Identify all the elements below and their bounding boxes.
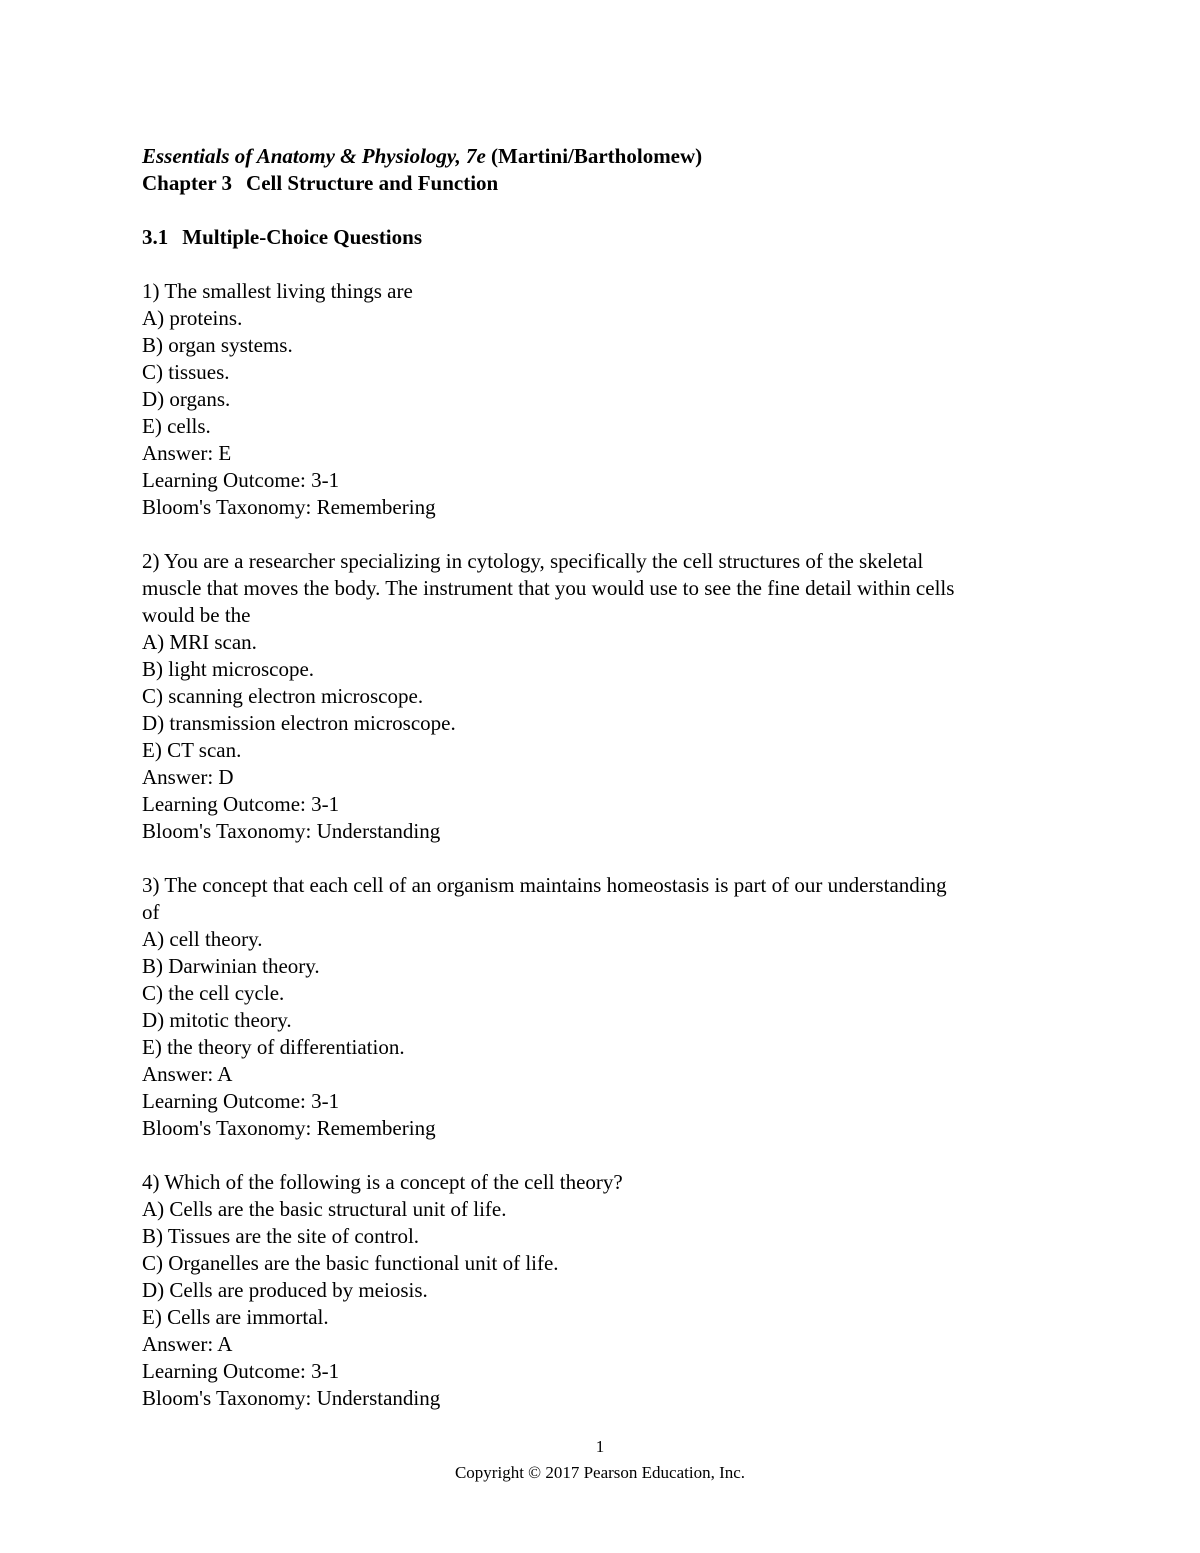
chapter-title: Cell Structure and Function (246, 171, 499, 195)
chapter-heading (142, 170, 1082, 197)
learning-outcome: Learning Outcome: 3-1 (142, 792, 340, 816)
question-block (142, 1169, 1082, 1412)
answer-key: Answer: A (142, 1332, 233, 1356)
answer-option: A) cell theory. (142, 927, 263, 951)
answer-option: B) light microscope. (142, 657, 315, 681)
answer-option: E) Cells are immortal. (142, 1305, 329, 1329)
answer-option: B) organ systems. (142, 333, 293, 357)
question-block (142, 548, 1082, 845)
blooms-taxonomy: Bloom's Taxonomy: Understanding (142, 819, 441, 843)
answer-option: A) MRI scan. (142, 630, 257, 654)
answer-option: A) proteins. (142, 306, 243, 330)
answer-option: D) transmission electron microscope. (142, 711, 456, 735)
learning-outcome: Learning Outcome: 3-1 (142, 1359, 340, 1383)
answer-option: D) mitotic theory. (142, 1008, 292, 1032)
question-stem: 2) You are a researcher specializing in cytology, specifically the cell structures of the skeletal (142, 549, 924, 573)
answer-option: A) Cells are the basic structural unit of life. (142, 1197, 507, 1221)
blooms-taxonomy: Bloom's Taxonomy: Understanding (142, 1386, 441, 1410)
answer-option: E) cells. (142, 414, 211, 438)
answer-option: B) Tissues are the site of control. (142, 1224, 420, 1248)
book-citation (142, 143, 1082, 170)
document-page (142, 143, 1082, 1412)
answer-option: C) the cell cycle. (142, 981, 285, 1005)
question-stem: muscle that moves the body. The instrument that you would use to see the fine detail within cells (142, 576, 955, 600)
question-stem: would be the (142, 603, 251, 627)
question-block (142, 872, 1082, 1142)
answer-option: C) tissues. (142, 360, 230, 384)
answer-key: Answer: A (142, 1062, 233, 1086)
book-title: Essentials of Anatomy & Physiology, 7e (142, 144, 486, 168)
answer-option: C) Organelles are the basic functional unit of life. (142, 1251, 559, 1275)
page-number: 1 (595, 1437, 605, 1456)
section-heading (142, 224, 1082, 251)
answer-option: B) Darwinian theory. (142, 954, 320, 978)
answer-option: D) organs. (142, 387, 231, 411)
answer-option: C) scanning electron microscope. (142, 684, 424, 708)
copyright-notice: Copyright © 2017 Pearson Education, Inc. (454, 1463, 746, 1482)
answer-key: Answer: D (142, 765, 234, 789)
question-list (142, 278, 1082, 1412)
question-stem: 3) The concept that each cell of an organism maintains homeostasis is part of our understanding (142, 873, 947, 897)
learning-outcome: Learning Outcome: 3-1 (142, 468, 340, 492)
section-number: 3.1 (142, 225, 169, 249)
blooms-taxonomy: Bloom's Taxonomy: Remembering (142, 1116, 436, 1140)
book-authors: (Martini/Bartholomew) (491, 144, 703, 168)
question-stem: 1) The smallest living things are (142, 279, 413, 303)
question-stem: of (142, 900, 160, 924)
answer-key: Answer: E (142, 441, 232, 465)
chapter-number: Chapter 3 (142, 171, 233, 195)
question-stem: 4) Which of the following is a concept of the cell theory? (142, 1170, 623, 1194)
section-title: Multiple-Choice Questions (182, 225, 422, 249)
learning-outcome: Learning Outcome: 3-1 (142, 1089, 340, 1113)
answer-option: E) the theory of differentiation. (142, 1035, 405, 1059)
blooms-taxonomy: Bloom's Taxonomy: Remembering (142, 495, 436, 519)
answer-option: E) CT scan. (142, 738, 242, 762)
answer-option: D) Cells are produced by meiosis. (142, 1278, 428, 1302)
question-block (142, 278, 1082, 521)
